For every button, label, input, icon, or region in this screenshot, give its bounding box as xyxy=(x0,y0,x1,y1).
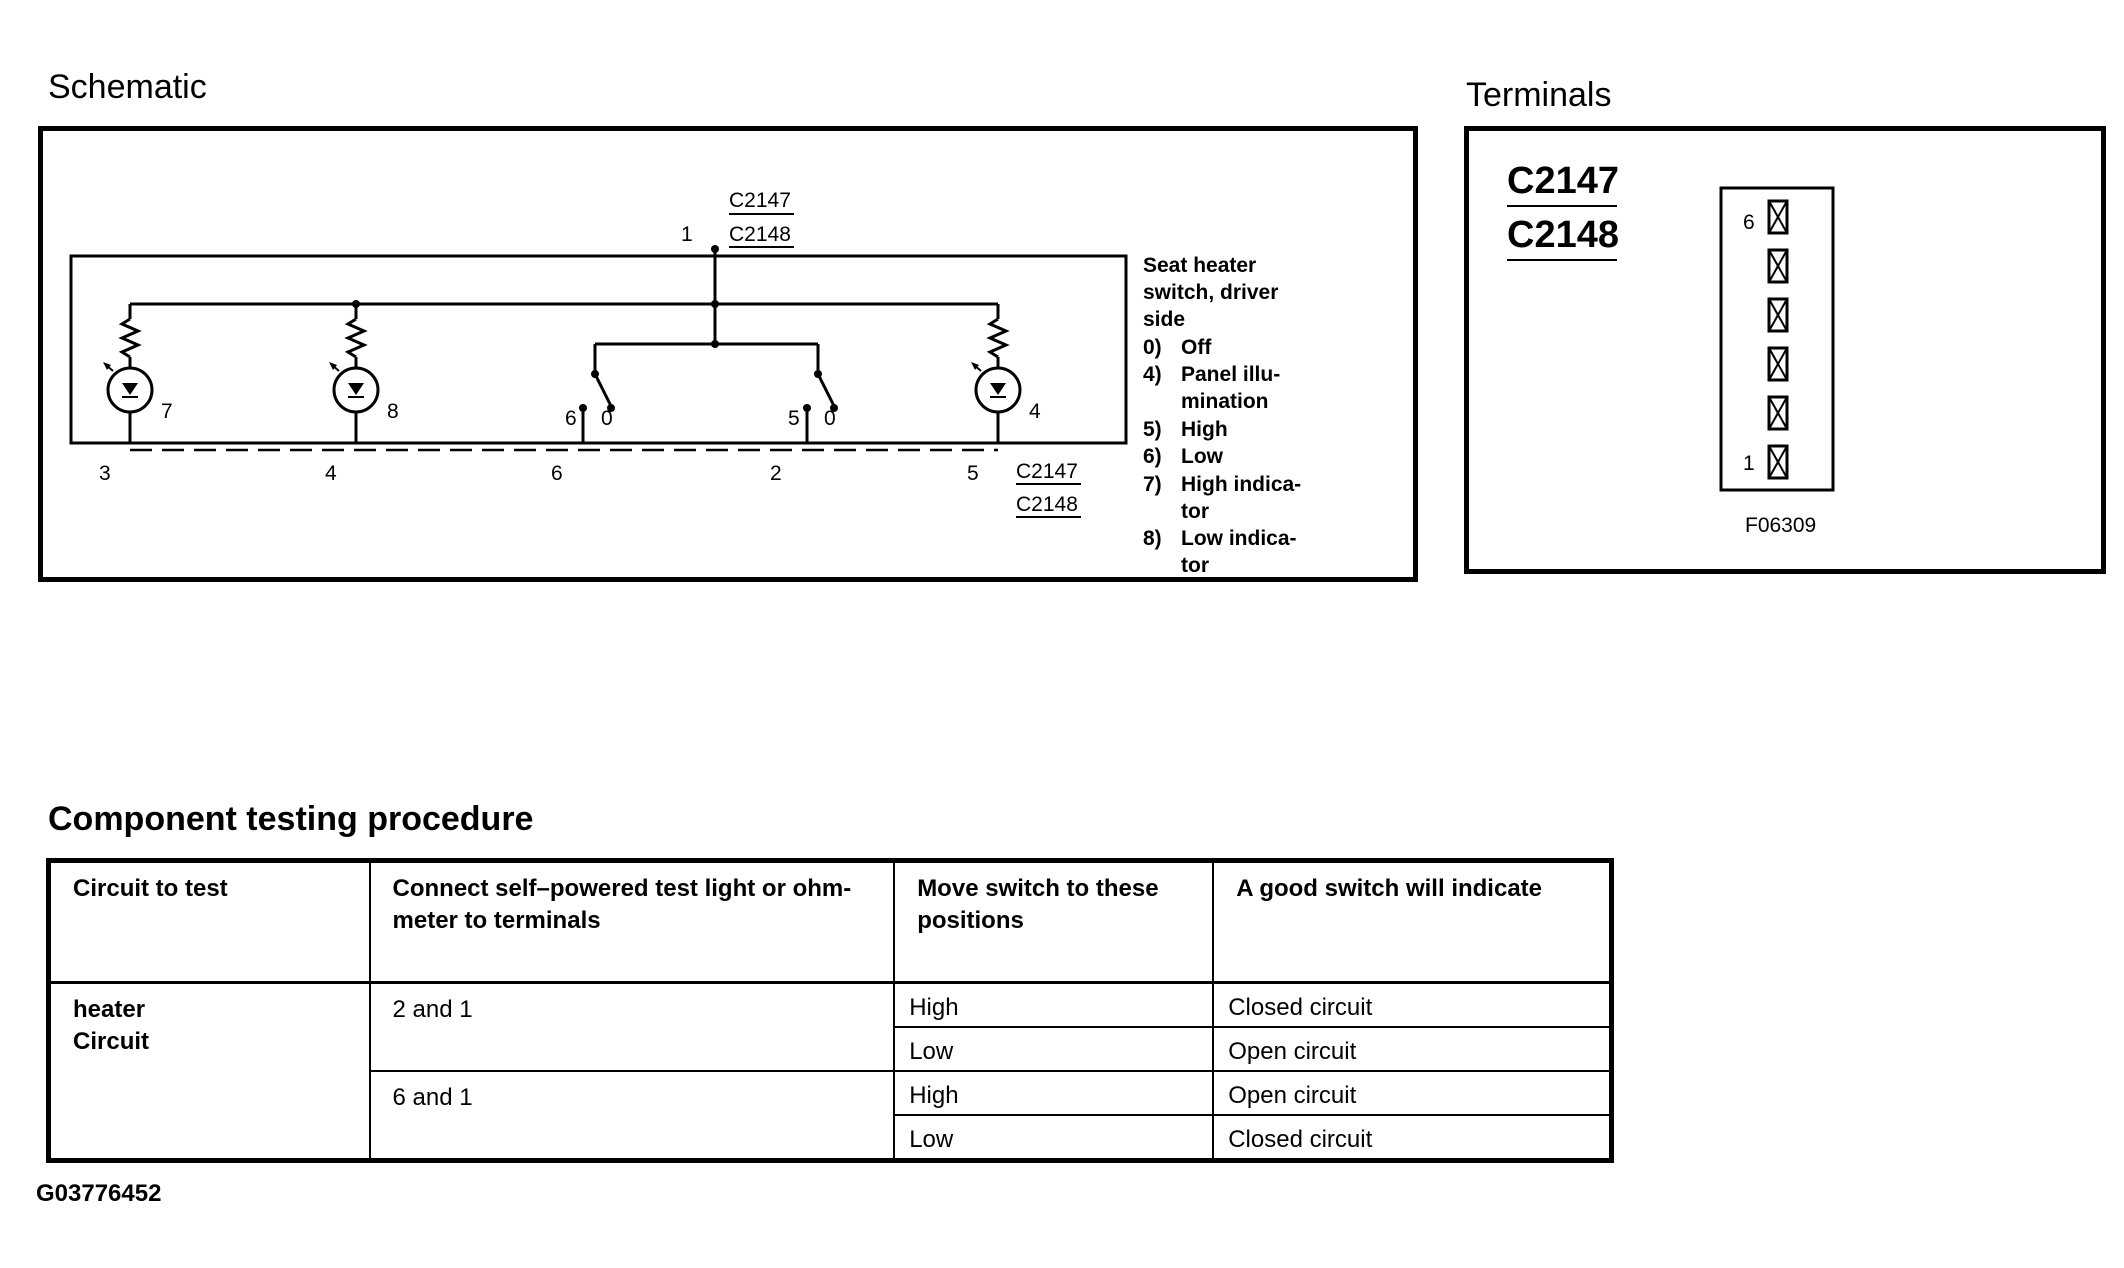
legend-item-0-text: Off xyxy=(1181,336,1212,359)
switch-label-6: 6 xyxy=(565,407,577,430)
terminal-connector-c2148: C2148 xyxy=(1507,214,1619,256)
header-positions: Move switch to these positions xyxy=(894,861,1213,983)
bottom-connector-c2148: C2148 xyxy=(1016,493,1078,516)
circuit-line-2: Circuit xyxy=(73,1028,150,1055)
terminal-connector-c2147: C2147 xyxy=(1507,160,1619,202)
terminal-pin xyxy=(1769,250,1787,282)
legend-item-6-num: 6) xyxy=(1143,445,1162,468)
legend-item-6-text: Low xyxy=(1181,445,1223,468)
result-cell: Open circuit xyxy=(1213,1071,1611,1115)
legend-item-8-num: 8) xyxy=(1143,527,1162,550)
legend-item-7-num: 7) xyxy=(1143,473,1162,496)
legend-title-line-2: switch, driver xyxy=(1143,281,1279,304)
label-4: 4 xyxy=(1029,400,1041,423)
switch-housing xyxy=(71,256,1126,443)
position-cell: Low xyxy=(894,1027,1213,1071)
circuit-line-1: heater xyxy=(73,996,146,1023)
position-cell: Low xyxy=(894,1115,1213,1161)
procedure-table xyxy=(46,858,1614,1163)
header-terminals: Connect self–powered test light or ohm-meter to terminals xyxy=(370,861,895,983)
legend-title-line-3: side xyxy=(1143,308,1186,331)
terminal-pin-6-label: 6 xyxy=(1743,211,1755,234)
legend-item-4-text-1: Panel illu- xyxy=(1181,363,1281,386)
pin-1-label: 1 xyxy=(681,223,693,246)
legend-item-4-num: 4) xyxy=(1143,363,1162,386)
schematic-legend xyxy=(1143,254,1301,577)
terminal-pin xyxy=(1769,201,1787,233)
label-7: 7 xyxy=(161,400,173,423)
schematic-panel xyxy=(38,126,1418,582)
top-connector-c2148: C2148 xyxy=(729,223,791,246)
legend-title-line-1: Seat heater xyxy=(1143,254,1257,277)
terminal-pin xyxy=(1769,446,1787,478)
bottom-connector-c2147: C2147 xyxy=(1016,460,1078,483)
switch-label-0-left: 0 xyxy=(601,407,613,430)
result-cell: Closed circuit xyxy=(1213,983,1611,1028)
legend-item-7-text-1: High indica- xyxy=(1181,473,1302,496)
terminal-pins xyxy=(1769,201,1787,478)
circuit-cell xyxy=(49,983,370,1161)
pin-6-label: 6 xyxy=(551,462,563,485)
terminal-pin xyxy=(1769,348,1787,380)
table-header-row xyxy=(49,861,1612,983)
position-cell: High xyxy=(894,983,1213,1028)
label-8: 8 xyxy=(387,400,399,423)
terminals-panel xyxy=(1464,126,2106,574)
schematic-title: Schematic xyxy=(48,68,207,106)
terminals-diagram xyxy=(1469,131,2101,569)
terminal-pin xyxy=(1769,397,1787,429)
legend-item-7-text-2: tor xyxy=(1181,500,1209,523)
figure-code: F06309 xyxy=(1745,514,1817,537)
procedure-title: Component testing procedure xyxy=(48,800,534,838)
terminals-cell: 6 and 1 xyxy=(370,1071,895,1161)
position-cell: High xyxy=(894,1071,1213,1115)
header-indication: A good switch will indicate xyxy=(1213,861,1611,983)
legend-item-5-num: 5) xyxy=(1143,418,1162,441)
legend-item-8-text-2: tor xyxy=(1181,554,1209,577)
result-cell: Open circuit xyxy=(1213,1027,1611,1071)
legend-item-5-text: High xyxy=(1181,418,1228,441)
footer-code: G03776452 xyxy=(36,1180,162,1207)
pin-4-label: 4 xyxy=(325,462,337,485)
legend-item-4-text-2: mination xyxy=(1181,390,1269,413)
terminals-title: Terminals xyxy=(1466,76,1612,114)
header-circuit: Circuit to test xyxy=(49,861,370,983)
terminal-pin-1-label: 1 xyxy=(1743,452,1755,475)
result-cell: Closed circuit xyxy=(1213,1115,1611,1161)
legend-item-8-text-1: Low indica- xyxy=(1181,527,1297,550)
legend-item-0-num: 0) xyxy=(1143,336,1162,359)
schematic-diagram xyxy=(43,131,1413,577)
top-connector-c2147: C2147 xyxy=(729,189,791,212)
pin-5-label: 5 xyxy=(967,462,979,485)
switch-label-5: 5 xyxy=(788,407,800,430)
table-row xyxy=(49,983,1612,1028)
terminals-cell: 2 and 1 xyxy=(370,983,895,1072)
terminal-pin xyxy=(1769,299,1787,331)
pin-2-label: 2 xyxy=(770,462,782,485)
switch-label-0-right: 0 xyxy=(824,407,836,430)
pin-3-label: 3 xyxy=(99,462,111,485)
